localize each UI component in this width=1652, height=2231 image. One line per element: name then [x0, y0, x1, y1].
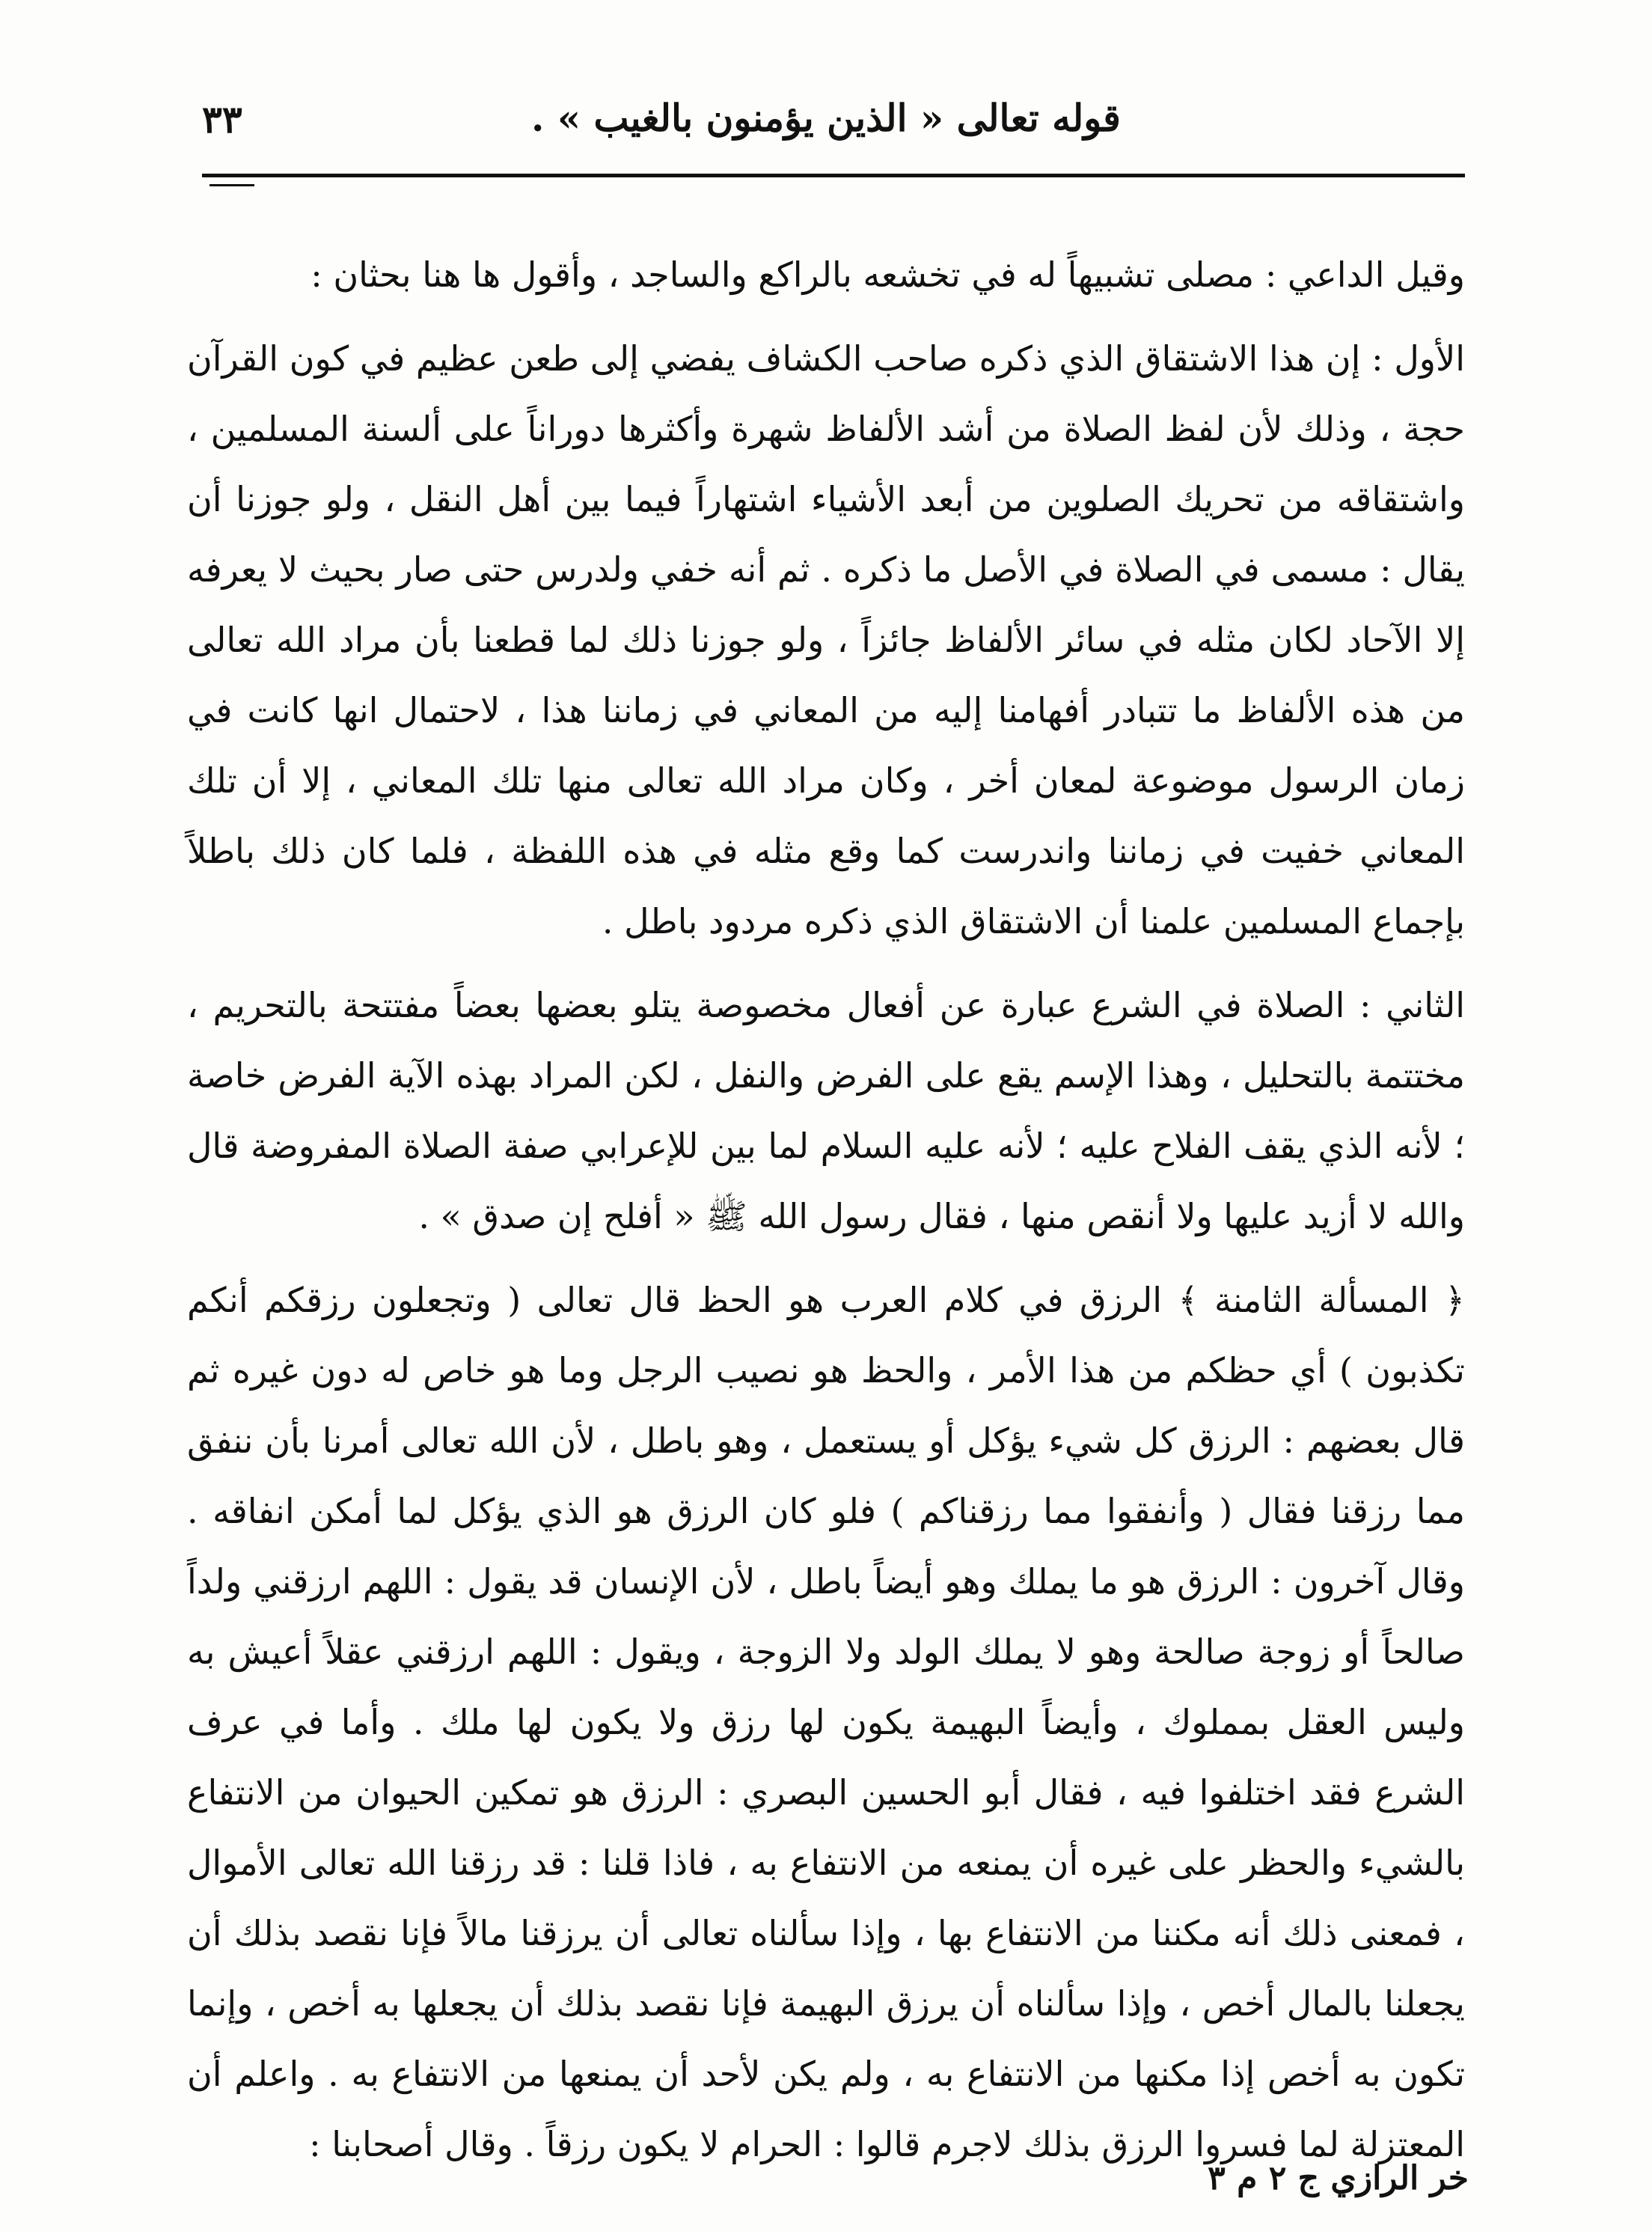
header-rule	[202, 174, 1465, 177]
paragraph-first-point: الأول : إن هذا الاشتقاق الذي ذكره صاحب الكشاف يفضي إلى طعن عظيم في كون القرآن حجة ، وذلك لأن لفظ الصلاة من أشد الألفاظ شهرة وأكثرها دوراناً على ألسنة المسلمين ، واشتقاقه من تحريك الصلوين من أبعد الأشياء اشتهاراً فيما بين أهل النقل ، ولو جوزنا أن يقال : مسمى في الصلاة في الأصل ما ذكره . ثم أنه خفي ولدرس حتى صار بحيث لا يعرفه إلا الآحاد لكان مثله في سائر الألفاظ جائزاً ، ولو جوزنا ذلك لما قطعنا بأن مراد الله تعالى من هذه الألفاظ ما تتبادر أفهامنا إليه من المعاني في زماننا هذا ، لاحتمال انها كانت في زمان الرسول موضوعة لمعان أخر ، وكان مراد الله تعالى منها تلك المعاني ، إلا أن تلك المعاني خفيت في زماننا واندرست كما وقع مثله في هذه اللفظة ، فلما كان ذلك باطلاً بإجماع المسلمين علمنا أن الاشتقاق الذي ذكره مردود باطل .	[187, 338, 1465, 941]
page-header	[202, 88, 1450, 156]
header-rule-accent	[209, 184, 254, 186]
footer-signature: خر الرازي ج ٢ م ٣	[1208, 2159, 1469, 2197]
page-number: ٣٣	[202, 97, 242, 141]
paragraph-intro: وقيل الداعي : مصلى تشبيهاً له في تخشعه بالراكع والساجد ، وأقول ها هنا بحثان :	[310, 254, 1465, 295]
body-text	[187, 239, 1465, 2179]
paragraph-second-point: الثاني : الصلاة في الشرع عبارة عن أفعال مخصوصة يتلو بعضها بعضاً مفتتحة بالتحريم ، مختتمة بالتحليل ، وهذا الإسم يقع على الفرض والنفل ، لكن المراد بهذه الآية الفرض خاصة ؛ لأنه الذي يقف الفلاح عليه ؛ لأنه عليه السلام لما بين للإعرابي صفة الصلاة المفروضة قال والله لا أزيد عليها ولا أنقص منها ، فقال رسول الله ﷺ « أفلح إن صدق » .	[187, 985, 1465, 1236]
paragraph-eighth-question: ﴿ المسألة الثامنة ﴾ الرزق في كلام العرب هو الحظ قال تعالى ( وتجعلون رزقكم أنكم تكذبون ) أي حظكم من هذا الأمر ، والحظ هو نصيب الرجل وما هو خاص له دون غيره ثم قال بعضهم : الرزق كل شيء يؤكل أو يستعمل ، وهو باطل ، لأن الله تعالى أمرنا بأن ننفق مما رزقنا فقال ( وأنفقوا مما رزقناكم ) فلو كان الرزق هو الذي يؤكل لما أمكن انفاقه . وقال آخرون : الرزق هو ما يملك وهو أيضاً باطل ، لأن الإنسان قد يقول : اللهم ارزقني ولداً صالحاً أو زوجة صالحة وهو لا يملك الولد ولا الزوجة ، ويقول : اللهم ارزقني عقلاً أعيش به وليس العقل بمملوك ، وأيضاً البهيمة يكون لها رزق ولا يكون لها ملك . وأما في عرف الشرع فقد اختلفوا فيه ، فقال أبو الحسين البصري : الرزق هو تمكين الحيوان من الانتفاع بالشيء والحظر على غيره أن يمنعه من الانتفاع به ، فاذا قلنا : قد رزقنا الله تعالى الأموال ، فمعنى ذلك أنه مكننا من الانتفاع بها ، وإذا سألناه تعالى أن يرزقنا مالاً فإنا نقصد بذلك أن يجعلنا بالمال أخص ، وإذا سألناه أن يرزق البهيمة فإنا نقصد بذلك أن يجعلها به أخص ، وإنما تكون به أخص إذا مكنها من الانتفاع به ، ولم يكن لأحد أن يمنعها من الانتفاع به . واعلم أن المعتزلة لما فسروا الرزق بذلك لاجرم قالوا : الحرام لا يكون رزقاً . وقال أصحابنا :	[187, 1280, 1465, 2164]
running-title: قوله تعالى « الذين يؤمنون بالغيب » .	[531, 96, 1121, 140]
